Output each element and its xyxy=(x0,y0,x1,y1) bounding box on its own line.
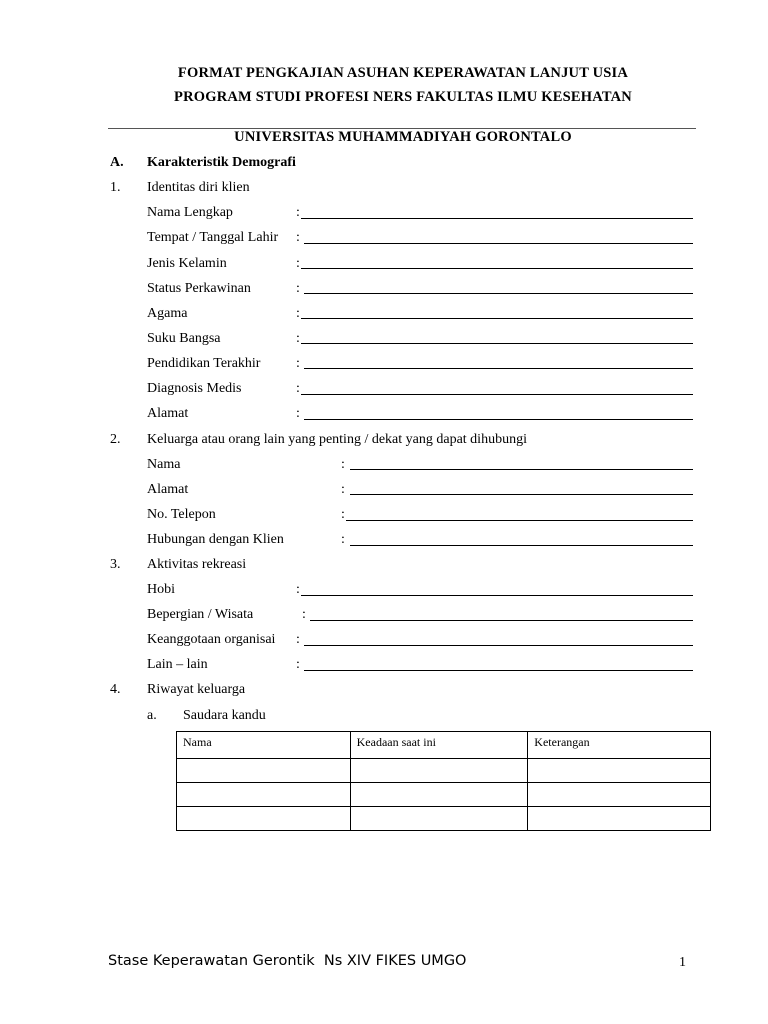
ethnicity-answer-line[interactable] xyxy=(301,343,693,344)
field-label: Lain – lain xyxy=(147,657,208,672)
hobby-answer-line[interactable] xyxy=(301,595,693,596)
field-colon: : xyxy=(341,532,345,547)
contact-address-answer-line[interactable] xyxy=(350,494,693,495)
field-colon: : xyxy=(341,457,345,472)
field-colon: : xyxy=(341,482,345,497)
item-number: 2. xyxy=(110,432,121,447)
section-title: Karakteristik Demografi xyxy=(147,155,296,170)
field-colon: : xyxy=(302,607,306,622)
field-label: Jenis Kelamin xyxy=(147,256,227,271)
contact-phone-answer-line[interactable] xyxy=(346,520,693,521)
field-colon: : xyxy=(296,281,300,296)
table-cell[interactable] xyxy=(177,759,351,783)
table-cell[interactable] xyxy=(177,783,351,807)
field-label: Hobi xyxy=(147,582,175,597)
table-cell[interactable] xyxy=(350,783,528,807)
other-answer-line[interactable] xyxy=(304,670,693,671)
program-title: PROGRAM STUDI PROFESI NERS FAKULTAS ILMU KESEHATAN xyxy=(174,89,632,105)
item-title: Aktivitas rekreasi xyxy=(147,557,247,572)
field-colon: : xyxy=(296,657,300,672)
field-label: No. Telepon xyxy=(147,507,216,522)
marital-answer-line[interactable] xyxy=(304,293,693,294)
field-colon: : xyxy=(341,507,345,522)
item-number: 3. xyxy=(110,557,121,572)
table-row xyxy=(177,783,711,807)
field-colon: : xyxy=(296,381,300,396)
table-row xyxy=(177,759,711,783)
siblings-table xyxy=(176,731,711,831)
table-cell[interactable] xyxy=(528,759,711,783)
item-number: 1. xyxy=(110,180,121,195)
item-title: Keluarga atau orang lain yang penting / dekat yang dapat dihubungi xyxy=(147,432,527,447)
field-colon: : xyxy=(296,256,300,271)
table-cell[interactable] xyxy=(350,807,528,831)
table-row xyxy=(177,807,711,831)
education-answer-line[interactable] xyxy=(304,368,693,369)
field-colon: : xyxy=(296,582,300,597)
contact-relation-answer-line[interactable] xyxy=(350,545,693,546)
section-marker: A. xyxy=(110,155,124,170)
field-label: Diagnosis Medis xyxy=(147,381,242,396)
gender-answer-line[interactable] xyxy=(301,268,693,269)
table-cell[interactable] xyxy=(528,783,711,807)
organization-answer-line[interactable] xyxy=(304,645,693,646)
item-number: 4. xyxy=(110,682,121,697)
subitem-title: Saudara kandu xyxy=(183,708,266,723)
page-number: 1 xyxy=(679,955,686,970)
field-label: Nama Lengkap xyxy=(147,205,233,220)
field-label: Nama xyxy=(147,457,181,472)
field-label: Pendidikan Terakhir xyxy=(147,356,261,371)
contact-name-answer-line[interactable] xyxy=(350,469,693,470)
field-label: Bepergian / Wisata xyxy=(147,607,254,622)
field-label: Agama xyxy=(147,306,188,321)
birth-answer-line[interactable] xyxy=(304,243,693,244)
field-label: Alamat xyxy=(147,482,189,497)
column-header: Nama xyxy=(177,732,351,759)
subitem-marker: a. xyxy=(147,708,157,723)
field-label: Keanggotaan organisai xyxy=(147,632,276,647)
table-header-row xyxy=(177,732,711,759)
field-label: Alamat xyxy=(147,406,189,421)
table-cell[interactable] xyxy=(528,807,711,831)
field-colon: : xyxy=(296,230,300,245)
field-label: Status Perkawinan xyxy=(147,281,251,296)
field-colon: : xyxy=(296,306,300,321)
table-cell[interactable] xyxy=(350,759,528,783)
name-answer-line[interactable] xyxy=(301,218,693,219)
field-colon: : xyxy=(296,331,300,346)
item-title: Riwayat keluarga xyxy=(147,682,246,697)
religion-answer-line[interactable] xyxy=(301,318,693,319)
address-answer-line[interactable] xyxy=(304,419,693,420)
diagnosis-answer-line[interactable] xyxy=(301,394,693,395)
university-title: UNIVERSITAS MUHAMMADIYAH GORONTALO xyxy=(234,129,572,145)
column-header: Keadaan saat ini xyxy=(350,732,528,759)
field-label: Hubungan dengan Klien xyxy=(147,532,284,547)
travel-answer-line[interactable] xyxy=(310,620,693,621)
field-colon: : xyxy=(296,356,300,371)
table-cell[interactable] xyxy=(177,807,351,831)
item-title: Identitas diri klien xyxy=(147,180,250,195)
field-label: Tempat / Tanggal Lahir xyxy=(147,230,279,245)
field-colon: : xyxy=(296,406,300,421)
field-colon: : xyxy=(296,632,300,647)
field-colon: : xyxy=(296,205,300,220)
field-label: Suku Bangsa xyxy=(147,331,221,346)
page-footer: Stase Keperawatan Gerontik Ns XIV FIKES UMGO xyxy=(108,953,467,969)
column-header: Keterangan xyxy=(528,732,711,759)
form-title: FORMAT PENGKAJIAN ASUHAN KEPERAWATAN LANJUT USIA xyxy=(177,65,629,81)
